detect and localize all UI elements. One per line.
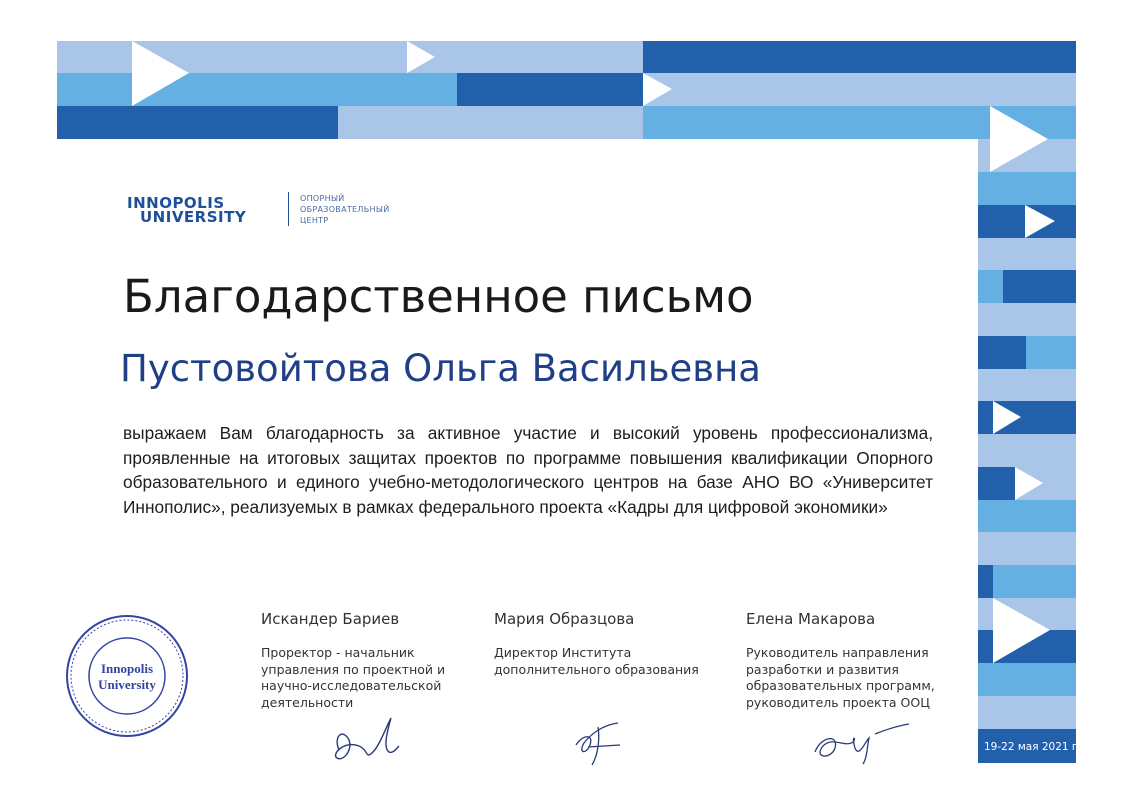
arrow-shape [407, 41, 435, 73]
arrow-shape [132, 41, 189, 106]
signatory-role: Проректор - начальник управления по проектной и научно-исследовательской деятельности [261, 645, 446, 710]
logo-brand-line1: INNOPOLIS [127, 194, 225, 212]
frame-band [978, 500, 1076, 532]
frame-band [978, 303, 1076, 336]
frame-band [338, 106, 643, 139]
logo-subtitle-line: ЦЕНТР [300, 216, 329, 225]
frame-band [643, 73, 1076, 106]
frame-band [993, 565, 1076, 598]
frame-band [978, 172, 1076, 205]
frame-band [978, 336, 1026, 369]
signatory-name: Искандер Бариев [261, 610, 400, 628]
frame-band [978, 467, 1015, 500]
signatory-role: Руководитель направления разработки и развития образовательных программ, руководитель проекта ООЦ [746, 645, 935, 710]
arrow-shape [643, 73, 672, 106]
frame-band [978, 532, 1076, 565]
frame-band [1003, 270, 1076, 303]
frame-band [978, 565, 993, 598]
letter-title: Благодарственное письмо [123, 270, 754, 323]
frame-band [57, 73, 132, 106]
seal-center-line2: University [98, 677, 156, 692]
logo-divider [288, 192, 289, 226]
event-date: 19-22 мая 2021 г. [984, 741, 1081, 753]
arrow-shape [1015, 467, 1043, 500]
logo-brand-line2: UNIVERSITY [140, 208, 247, 226]
recipient-name: Пустовойтова Ольга Васильевна [120, 347, 761, 390]
frame-band [643, 41, 1076, 73]
seal-outer-ring [67, 616, 187, 736]
seal-center-line1: Innopolis [100, 661, 154, 676]
seal-dotted-ring [71, 620, 183, 732]
signatory-name: Елена Макарова [746, 610, 876, 628]
logo-subtitle-line: ОПОРНЫЙ [300, 194, 345, 203]
frame-band [978, 238, 1076, 270]
arrow-shape [993, 598, 1050, 663]
university-seal [64, 613, 190, 739]
frame-band [978, 270, 1003, 303]
frame-band [457, 73, 643, 106]
signature-1 [325, 710, 405, 770]
signature-2 [568, 715, 628, 770]
frame-band [978, 369, 1076, 401]
arrow-shape [1025, 205, 1055, 238]
letter-body: выражаем Вам благодарность за активное участие и высокий уровень профессионализма, проявленные на итоговых защитах проектов по программе повышения квалификации Опорного образовательного и единого учебно-методологического центров на базе АНО ВО «Университет Иннополис», реализуемых в рамках федерального проекта «Кадры для цифровой экономики» [123, 423, 933, 517]
arrow-shape [990, 106, 1048, 172]
signatory-name: Мария Образцова [494, 610, 635, 628]
signatory-role: Директор Института дополнительного образования [494, 645, 699, 677]
frame-band [1026, 336, 1076, 369]
frame-band [978, 434, 1076, 467]
frame-band [978, 696, 1076, 729]
logo-subtitle-line: ОБРАЗОВАТЕЛЬНЫЙ [300, 205, 390, 214]
logo-subtitle [300, 193, 389, 226]
frame-band [57, 106, 338, 139]
frame-band [978, 663, 1076, 696]
arrow-shape [993, 401, 1021, 434]
signature-3 [805, 718, 915, 766]
seal-inner-ring [89, 638, 165, 714]
